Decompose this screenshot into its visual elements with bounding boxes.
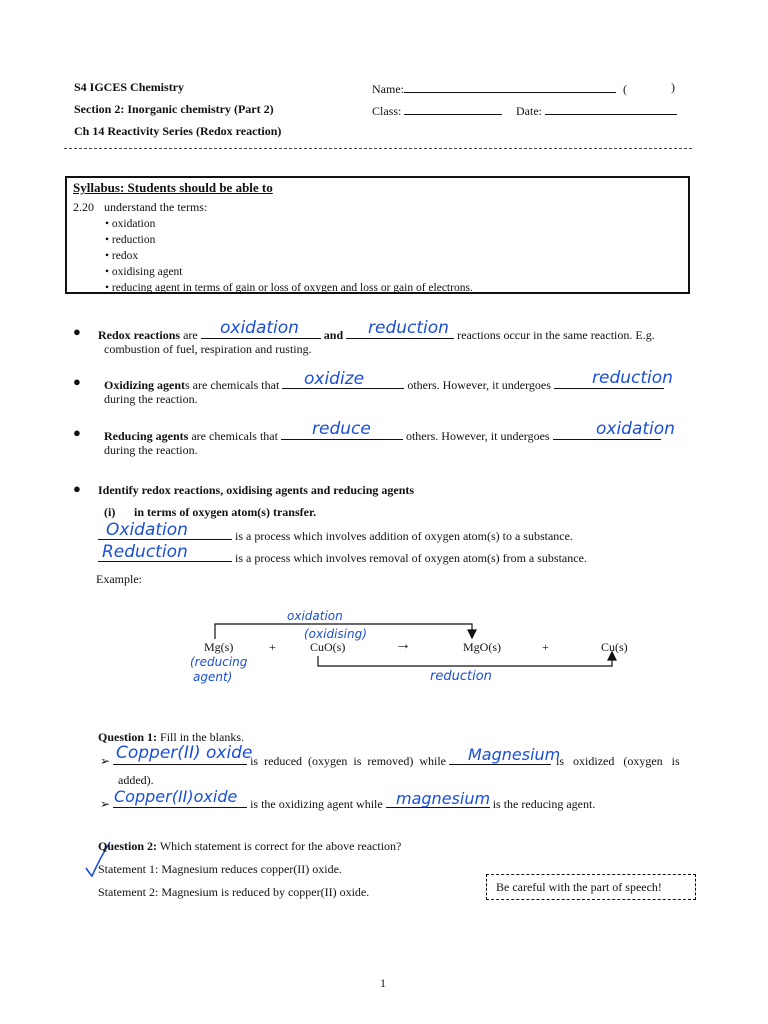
syllabus-code: 2.20 <box>73 200 94 214</box>
question-1-prompt: Fill in the blanks. <box>160 730 245 744</box>
q1a-answer-2: Magnesium <box>468 745 561 764</box>
redox-and: and <box>323 328 344 342</box>
bullet-icon: ● <box>73 374 81 389</box>
redox-answer-1: oxidation <box>220 318 299 338</box>
eq-plus-2: + <box>542 640 549 654</box>
syllabus-item: • reducing agent in terms of gain or loss of oxygen and loss or gain of electrons. <box>105 280 473 296</box>
eq-mg: Mg(s) <box>204 640 234 654</box>
section-title: Section 2: Inorganic chemistry (Part 2) <box>74 102 274 116</box>
eq-cu: Cu(s) <box>601 640 628 654</box>
q1b-answer-1: Copper(II)oxide <box>114 787 238 806</box>
eq-cuo: CuO(s) <box>310 640 346 654</box>
definition-answer-1: Oxidation <box>106 520 188 540</box>
reducing-line-2: during the reaction. <box>104 443 198 457</box>
q1a-text-3: added). <box>118 773 154 787</box>
q1b-text-1: is the oxidizing agent while <box>250 797 383 811</box>
bullet-icon: ● <box>73 324 81 339</box>
q1a-answer-1: Copper(II) oxide <box>116 743 253 763</box>
identify-sub-title: in terms of oxygen atom(s) transfer. <box>134 505 317 519</box>
class-number-close: ) <box>671 80 675 94</box>
oxidizing-line-2: during the reaction. <box>104 392 198 406</box>
definition-text-1: is a process which involves addition of oxygen atom(s) to a substance. <box>235 529 573 543</box>
statement-1[interactable]: Statement 1: Magnesium reduces copper(II) oxide. <box>98 862 342 876</box>
chapter-title: Ch 14 Reactivity Series (Redox reaction) <box>74 124 282 138</box>
reminder-note <box>486 874 696 900</box>
redox-text-end: reactions occur in the same reaction. E.g. <box>457 328 655 342</box>
identify-heading: Identify redox reactions, oxidising agents and reducing agents <box>98 483 415 497</box>
q1b-text-2: is the reducing agent. <box>492 797 596 811</box>
class-number-open: ( <box>623 82 627 96</box>
course-title: S4 IGCES Chemistry <box>74 80 185 94</box>
reducing-answer-1: reduce <box>312 419 371 439</box>
redox-term: Redox reactions <box>98 328 181 342</box>
q1a-text-1: is reduced (oxygen is removed) while <box>250 754 447 768</box>
oxidizing-text: s are chemicals that <box>185 378 280 392</box>
reducing-text-2: others. However, it undergoes <box>405 429 550 443</box>
definition-text-2: is a process which involves removal of oxygen atom(s) from a substance. <box>235 551 587 565</box>
redox-text: are <box>183 328 198 342</box>
reducing-answer-2: oxidation <box>596 419 675 439</box>
definition-answer-2: Reduction <box>102 542 188 562</box>
reducing-term: Reducing agents <box>104 429 189 443</box>
q1b-answer-2: magnesium <box>396 789 491 808</box>
eq-plus-1: + <box>269 640 276 654</box>
eq-arrow: → <box>395 636 411 653</box>
oxidizing-term: Oxidizing agent <box>104 378 186 392</box>
statement-2[interactable]: Statement 2: Magnesium is reduced by copper(II) oxide. <box>98 885 370 899</box>
question-2-label: Question 2: <box>98 839 158 853</box>
page-number: 1 <box>380 976 386 990</box>
oxidation-arrowhead <box>468 630 476 638</box>
class-label: Class: <box>372 104 402 118</box>
oxidizing-answer-1: oxidize <box>304 369 365 389</box>
reduction-bracket <box>318 656 612 666</box>
date-label: Date: <box>516 104 542 118</box>
redox-answer-2: reduction <box>368 318 449 338</box>
syllabus-item: • oxidising agent <box>105 264 473 280</box>
syllabus-heading: Syllabus: Students should be able to <box>73 180 273 195</box>
syllabus-intro: understand the terms: <box>104 200 208 214</box>
syllabus-item: • oxidation <box>105 216 473 232</box>
syllabus-item: • reduction <box>105 232 473 248</box>
hw-oxidation-label: oxidation <box>287 609 343 623</box>
syllabus-item: • redox <box>105 248 473 264</box>
oxidizing-answer-2: reduction <box>592 368 673 388</box>
redox-line-2: combustion of fuel, respiration and rusting. <box>104 342 312 356</box>
reducing-text: are chemicals that <box>191 429 278 443</box>
example-label: Example: <box>96 572 142 586</box>
bullet-icon: ● <box>73 425 81 440</box>
question-1-label: Question 1: <box>98 730 158 744</box>
bullet-icon: ● <box>73 481 81 496</box>
hw-reducing-label-2: agent) <box>193 670 233 684</box>
question-2-prompt: Which statement is correct for the above reaction? <box>159 839 402 853</box>
hw-oxidising-label: (oxidising) <box>304 627 367 641</box>
hw-reducing-label-1: (reducing <box>190 655 248 669</box>
q1a-text-2: is oxidized (oxygen is <box>556 754 680 768</box>
question-2-header <box>98 839 401 854</box>
reminder-text: Be careful with the part of speech! <box>496 880 662 894</box>
identify-sub-number: (i) <box>104 505 116 519</box>
oxidizing-text-2: others. However, it undergoes <box>407 378 551 392</box>
eq-mgo: MgO(s) <box>463 640 501 654</box>
arrow-bullet-icon: ➢ <box>100 754 111 768</box>
arrow-bullet-icon: ➢ <box>100 797 111 811</box>
name-label: Name: <box>372 82 404 96</box>
hw-reduction-label: reduction <box>430 669 492 684</box>
